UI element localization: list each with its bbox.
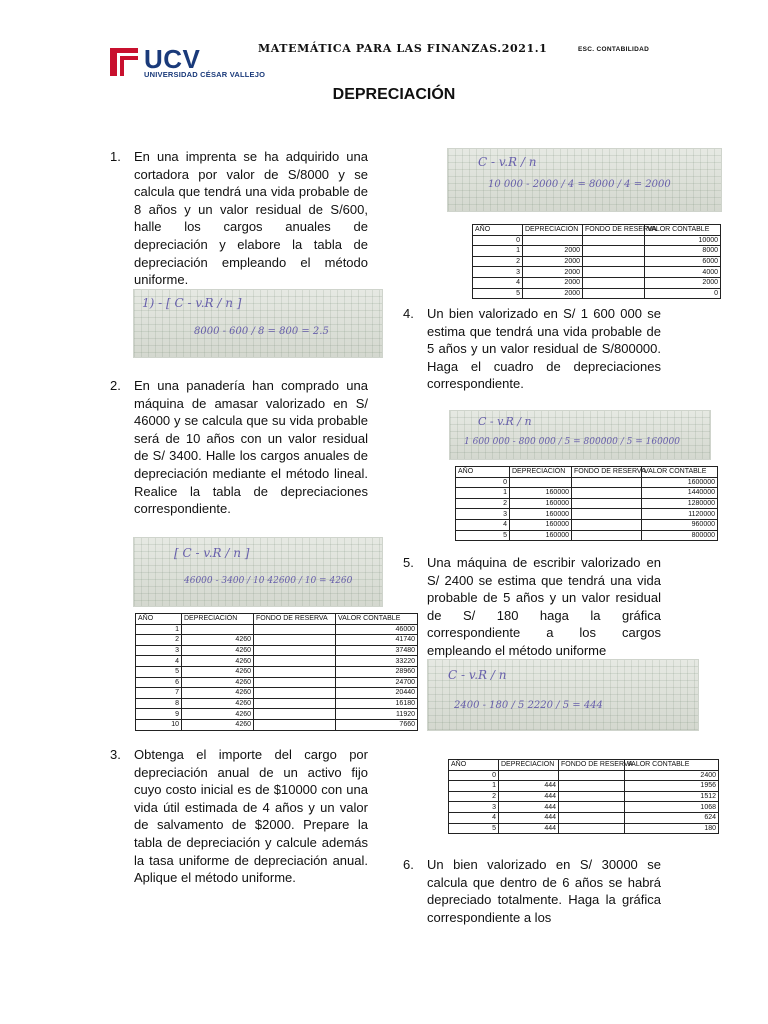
- handwriting-line: [ C - v.R / n ]: [174, 546, 250, 560]
- table-header-row: [449, 760, 719, 771]
- cell: 20440: [336, 688, 418, 699]
- cell: 5: [456, 530, 510, 541]
- cell: 28960: [336, 666, 418, 677]
- table-row: [456, 530, 718, 541]
- column-header: FONDO DE RESERVA: [572, 467, 642, 478]
- cell: 444: [499, 802, 559, 813]
- ucv-logo: [108, 44, 266, 84]
- table-row: [456, 488, 718, 499]
- column-header: DEPRECIACIÓN: [182, 614, 254, 625]
- handwriting-line: 46000 - 3400 / 10 42600 / 10 = 4260: [184, 576, 353, 586]
- column-header: VALOR CONTABLE: [645, 225, 721, 236]
- column-header: VALOR CONTABLE: [336, 614, 418, 625]
- handwriting-line: C - v.R / n: [448, 668, 507, 682]
- cell: [572, 509, 642, 520]
- cell: 444: [499, 823, 559, 834]
- cell: 2000: [523, 256, 583, 267]
- cell: 4260: [182, 709, 254, 720]
- table-row: [136, 666, 418, 677]
- column-header: DEPRECIACION: [499, 760, 559, 771]
- cell: 4: [473, 277, 523, 288]
- column-header: FONDO DE RESERVA: [583, 225, 645, 236]
- cell: 0: [645, 288, 721, 299]
- cell: 0: [449, 770, 499, 781]
- cell: 2000: [523, 246, 583, 257]
- problem-number: 4.: [403, 306, 414, 321]
- table-row: [473, 246, 721, 257]
- cell: 160000: [510, 498, 572, 509]
- depreciation-table-2: [135, 613, 418, 731]
- cell: 10: [136, 719, 182, 730]
- handwriting-line: 8000 - 600 / 8 = 800 = 2.5: [194, 326, 329, 337]
- table-row: [136, 635, 418, 646]
- cell: [254, 624, 336, 635]
- table-row: [136, 688, 418, 699]
- handwriting-line: C - v.R / n: [478, 415, 532, 428]
- cell: [254, 719, 336, 730]
- cell: 160000: [510, 519, 572, 530]
- cell: 2000: [645, 277, 721, 288]
- handwriting-line: 1 600 000 - 800 000 / 5 = 800000 / 5 = 160000: [464, 437, 680, 447]
- cell: [559, 781, 625, 792]
- cell: 16180: [336, 698, 418, 709]
- table-row: [473, 256, 721, 267]
- cell: [499, 770, 559, 781]
- table-header-row: [473, 225, 721, 236]
- table-row: [456, 477, 718, 488]
- cell: [559, 823, 625, 834]
- table-row: [449, 812, 719, 823]
- handwriting-photo-5: [427, 659, 699, 731]
- cell: 1600000: [642, 477, 718, 488]
- cell: 6: [136, 677, 182, 688]
- table-row: [456, 498, 718, 509]
- cell: [523, 235, 583, 246]
- table-row: [136, 709, 418, 720]
- problem-number: 6.: [403, 857, 414, 872]
- handwriting-photo-2: [133, 537, 383, 607]
- cell: 46000: [336, 624, 418, 635]
- cell: [572, 488, 642, 499]
- table-row: [473, 288, 721, 299]
- cell: 2400: [625, 770, 719, 781]
- cell: 5: [449, 823, 499, 834]
- cell: [254, 656, 336, 667]
- depreciation-table-4: [455, 466, 718, 541]
- cell: 4260: [182, 635, 254, 646]
- column-header: DEPRECIACIÓN: [523, 225, 583, 236]
- cell: [572, 519, 642, 530]
- cell: [254, 645, 336, 656]
- cell: [572, 498, 642, 509]
- cell: 160000: [510, 509, 572, 520]
- cell: [572, 530, 642, 541]
- cell: 5: [136, 666, 182, 677]
- school-name: ESC. CONTABILIDAD: [578, 46, 650, 53]
- cell: 1512: [625, 791, 719, 802]
- cell: [510, 477, 572, 488]
- table-row: [473, 267, 721, 278]
- cell: 4260: [182, 656, 254, 667]
- cell: [559, 770, 625, 781]
- cell: 4: [136, 656, 182, 667]
- cell: 2000: [523, 277, 583, 288]
- table-row: [136, 677, 418, 688]
- cell: 3: [456, 509, 510, 520]
- table-row: [473, 235, 721, 246]
- table-row: [449, 802, 719, 813]
- cell: [583, 288, 645, 299]
- logo-subtitle: UNIVERSIDAD CÉSAR VALLEJO: [144, 70, 266, 79]
- cell: 2: [136, 635, 182, 646]
- problem-number: 1.: [110, 149, 121, 164]
- handwriting-line: 2400 - 180 / 5 2220 / 5 = 444: [454, 700, 603, 711]
- column-header: VALOR CONTABLE: [625, 760, 719, 771]
- cell: 1: [473, 246, 523, 257]
- problem-number: 3.: [110, 747, 121, 762]
- problem-number: 5.: [403, 555, 414, 570]
- cell: 2: [456, 498, 510, 509]
- cell: 4: [456, 519, 510, 530]
- depreciation-table-3: [472, 224, 721, 299]
- cell: [583, 256, 645, 267]
- cell: 2000: [523, 267, 583, 278]
- cell: 2: [449, 791, 499, 802]
- cell: [559, 802, 625, 813]
- table-row: [456, 519, 718, 530]
- cell: 180: [625, 823, 719, 834]
- cell: 4260: [182, 677, 254, 688]
- table-header-row: [136, 614, 418, 625]
- cell: 1120000: [642, 509, 718, 520]
- cell: 624: [625, 812, 719, 823]
- handwriting-photo-1: [133, 289, 383, 358]
- cell: [583, 277, 645, 288]
- cell: 4: [449, 812, 499, 823]
- table-row: [473, 277, 721, 288]
- cell: [254, 688, 336, 699]
- cell: 4260: [182, 666, 254, 677]
- cell: 960000: [642, 519, 718, 530]
- cell: 0: [456, 477, 510, 488]
- cell: [583, 267, 645, 278]
- cell: 7660: [336, 719, 418, 730]
- cell: [559, 812, 625, 823]
- table-row: [136, 698, 418, 709]
- problem-text: En una panadería han comprado una máquina de amasar valorizado en S/ 46000 y se calcula que su vida probable será de 10 años con un valor residual de S/ 3400. Halle los cargos anuales de depreciación mediante el método lineal. Realice la tabla de depreciaciones correspondiente.: [134, 378, 368, 517]
- cell: [583, 246, 645, 257]
- problem-text: En una imprenta se ha adquirido una cortadora por valor de S/8000 y se calcula que tendrá una vida probable de 8 años y un valor residual de S/600, halle los cargos anuales de depreciación y elabore la tabla de depreciación empleando el método uniforme.: [134, 149, 368, 288]
- cell: 2000: [523, 288, 583, 299]
- logo-text: UCV: [144, 44, 201, 74]
- column-header: VALOR CONTABLE: [642, 467, 718, 478]
- cell: 4000: [645, 267, 721, 278]
- table-row: [136, 656, 418, 667]
- course-title: MATEMÁTICA PARA LAS FINANZAS.2021.1: [258, 42, 548, 55]
- problem-text: Una máquina de escribir valorizado en S/ 2400 se estima que tendrá una vida probable de 5 años y un valor residual de S/ 180 haga la gráfica correspondiente a los cargos empleando el método uniforme: [427, 555, 661, 658]
- cell: [254, 635, 336, 646]
- cell: 800000: [642, 530, 718, 541]
- cell: 444: [499, 781, 559, 792]
- column-header: AÑO: [449, 760, 499, 771]
- cell: 1956: [625, 781, 719, 792]
- table-row: [449, 791, 719, 802]
- handwriting-line: C - v.R / n: [478, 155, 537, 169]
- column-header: AÑO: [136, 614, 182, 625]
- table-row: [449, 781, 719, 792]
- cell: [254, 698, 336, 709]
- cell: 1280000: [642, 498, 718, 509]
- cell: 33220: [336, 656, 418, 667]
- column-header: FONDO DE RESERVA: [254, 614, 336, 625]
- cell: 10000: [645, 235, 721, 246]
- depreciation-table-2-wrapper: [135, 613, 415, 741]
- cell: [254, 709, 336, 720]
- cell: 2: [473, 256, 523, 267]
- cell: 1: [136, 624, 182, 635]
- page-title-text: DEPRECIACIÓN: [332, 86, 456, 103]
- cell: 3: [136, 645, 182, 656]
- cell: 9: [136, 709, 182, 720]
- handwriting-line: 10 000 - 2000 / 4 = 8000 / 4 = 2000: [488, 179, 671, 190]
- table-row: [136, 719, 418, 730]
- table-row: [449, 770, 719, 781]
- cell: [182, 624, 254, 635]
- column-header: FONDO DE RESERVA: [559, 760, 625, 771]
- cell: 37480: [336, 645, 418, 656]
- cell: 1: [449, 781, 499, 792]
- cell: 444: [499, 791, 559, 802]
- problem-text: Un bien valorizado en S/ 30000 se calcula que dentro de 6 años se habrá depreciado totalmente. Haga la gráfica correspondiente a los: [427, 857, 661, 925]
- ucv-logo-mark-icon: [108, 44, 140, 78]
- page-title: [0, 86, 768, 104]
- cell: 6000: [645, 256, 721, 267]
- cell: 4260: [182, 645, 254, 656]
- cell: [254, 677, 336, 688]
- cell: 41740: [336, 635, 418, 646]
- cell: 24700: [336, 677, 418, 688]
- handwriting-line: 1) - [ C - v.R / n ]: [142, 296, 242, 310]
- cell: 4260: [182, 688, 254, 699]
- column-header: DEPRECIACIÓN: [510, 467, 572, 478]
- depreciation-table-5: [448, 759, 719, 834]
- cell: 11920: [336, 709, 418, 720]
- handwriting-photo-4: [449, 410, 711, 460]
- cell: 4260: [182, 719, 254, 730]
- cell: 5: [473, 288, 523, 299]
- cell: [254, 666, 336, 677]
- cell: [559, 791, 625, 802]
- table-row: [136, 624, 418, 635]
- cell: 1: [456, 488, 510, 499]
- cell: 1440000: [642, 488, 718, 499]
- cell: 8: [136, 698, 182, 709]
- cell: 7: [136, 688, 182, 699]
- cell: 3: [449, 802, 499, 813]
- cell: 444: [499, 812, 559, 823]
- cell: 1068: [625, 802, 719, 813]
- handwriting-photo-3: [447, 148, 722, 212]
- problem-text: Un bien valorizado en S/ 1 600 000 se estima que tendrá una vida probable de 5 años y un valor residual de S/800000. Haga el cuadro de depreciaciones correspondiente.: [427, 306, 661, 392]
- cell: [572, 477, 642, 488]
- problem-number: 2.: [110, 378, 121, 393]
- cell: 160000: [510, 530, 572, 541]
- problem-text: Obtenga el importe del cargo por depreciación anual de un activo fijo cuyo costo inicial es de $10000 con una vida útil estimada de 4 años y un valor de salvamento de $2000. Prepare la tabla de depreciación y calcule además la tasa uniforme de depreciación anual. Aplique el método uniforme.: [134, 747, 368, 886]
- cell: 3: [473, 267, 523, 278]
- table-row: [449, 823, 719, 834]
- cell: 8000: [645, 246, 721, 257]
- cell: 0: [473, 235, 523, 246]
- table-header-row: [456, 467, 718, 478]
- table-row: [456, 509, 718, 520]
- cell: 4260: [182, 698, 254, 709]
- table-row: [136, 645, 418, 656]
- cell: 160000: [510, 488, 572, 499]
- column-header: AÑO: [456, 467, 510, 478]
- cell: [583, 235, 645, 246]
- column-header: AÑO: [473, 225, 523, 236]
